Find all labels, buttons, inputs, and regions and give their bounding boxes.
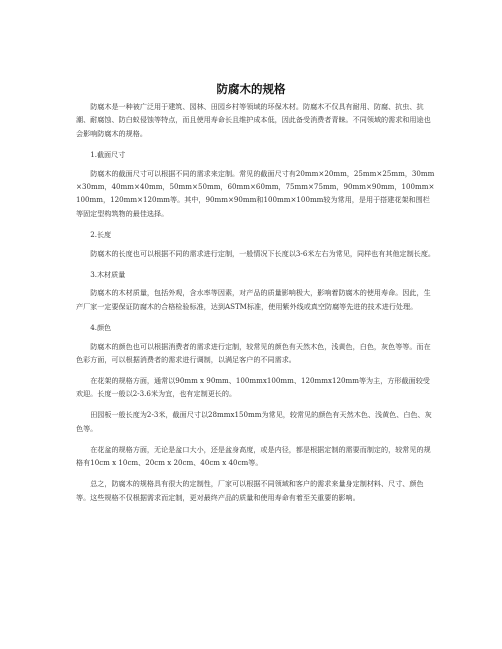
summary-paragraph: 总之，防腐木的规格具有很大的定制性，厂家可以根据不同领域和客户的需求来量身定制材料、尺寸、颜色等。这些规格不仅根据需求而定制，更对最终产品的质量和使用寿命有着至关重要的影响。 xyxy=(76,479,424,502)
flower-pot-paragraph: 在花盆的规格方面，无论是盆口大小，还是盆身高度，或是内径，都是根据定制的需要而制定的，较常见的规格有10cm x 10cm、20cm x 20cm、40cm x 40cm等。 xyxy=(76,444,431,468)
document-title: 防腐木的规格 xyxy=(216,82,286,96)
section-heading-wood-quality: 3.木材质量 xyxy=(90,269,126,279)
section-heading-color: 4.颜色 xyxy=(90,322,112,332)
garden-board-paragraph: 田园板一般长度为2-3米，截面尺寸以28mmx150mm为常见，较常见的颜色有天然木色、浅黄色、白色、灰色等。 xyxy=(76,410,432,433)
section-heading-length: 2.长度 xyxy=(90,229,112,239)
color-paragraph: 防腐木的颜色也可以根据消费者的需求进行定制，较常见的颜色有天然木色，浅黄色，白色，灰色等等。而在色彩方面，可以根据消费者的需求进行调制，以满足客户的不同需求。 xyxy=(76,341,431,365)
document-body xyxy=(76,100,436,512)
section-heading-cross-section: 1.截面尺寸 xyxy=(90,149,126,159)
length-paragraph: 防腐木的长度也可以根据不同的需求进行定制，一般情况下长度以3-6米左右为常见，同样也有其他定制长度。 xyxy=(90,248,436,258)
wood-quality-paragraph: 防腐木的木材质量，包括外观，含水率等因素，对产品的质量影响极大，影响着防腐木的使用寿命。因此，生产厂家一定要保证防腐木的合格检验标准，达到ASTM标准，使用紫外线或真空防腐等先进的技术进行处理。 xyxy=(76,288,431,311)
flower-rack-paragraph: 在花架的规格方面，通常以90mm x 90mm、100mmx100mm、120mmx120mm等为主，方形截面较受欢迎。长度一般以2-3.6米为宜，也有定制更长的。 xyxy=(76,376,430,399)
intro-paragraph: 防腐木是一种被广泛用于建筑、园林、田园乡村等领域的环保木材。防腐木不仅具有耐用、防腐、抗虫、抗潮、耐腐蚀、防白蚁侵蚀等特点，而且使用寿命长且维护成本低，因此备受消费者青睐。不同领域的需求和用途也会影响防腐木的规格。 xyxy=(76,102,431,138)
cross-section-paragraph: 防腐木的截面尺寸可以根据不同的需求来定制。常见的截面尺寸有20mm×20mm，25mm×25mm，30mm×30mm，40mm×40mm，50mm×50mm，60mm×60mm，75mm×75mm，90mm×90mm，100mm×100mm，120mm×120mm等。其中，90mm×90mm和100mm×100mm较为常用，是用于搭建花架和围栏等固定型构筑物的最佳选择。 xyxy=(76,168,435,218)
